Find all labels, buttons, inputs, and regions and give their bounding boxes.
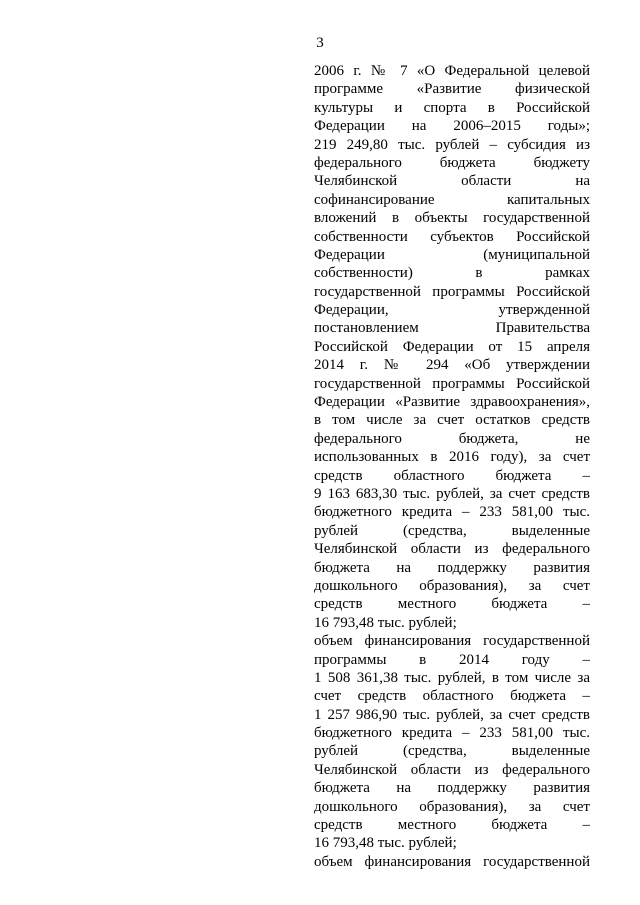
text-line: Челябинской области на	[314, 173, 590, 190]
text-line: 2014 г. № 294 «Об утверждении	[314, 357, 590, 374]
text-line: Челябинской области из федерального	[314, 541, 590, 558]
text-line: Федерации «Развитие здравоохранения»,	[314, 394, 590, 411]
text-line: бюджетного кредита – 233 581,00 тыс.	[314, 725, 590, 742]
text-line: средств областного бюджета –	[314, 467, 590, 484]
text-line: программы в 2014 году –	[314, 651, 590, 668]
text-line: дошкольного образования), за счет	[314, 798, 590, 815]
text-line: культуры и спорта в Российской	[314, 99, 590, 116]
text-line: федерального бюджета, не	[314, 430, 590, 447]
text-line: счет средств областного бюджета –	[314, 688, 590, 705]
text-line: вложений в объекты государственной	[314, 210, 590, 227]
text-line: в том числе за счет остатков средств	[314, 412, 590, 429]
text-line: бюджетного кредита – 233 581,00 тыс.	[314, 504, 590, 521]
text-line: средств местного бюджета –	[314, 817, 590, 834]
text-line: рублей (средства, выделенные	[314, 743, 590, 760]
text-line: 16 793,48 тыс. рублей;	[314, 835, 457, 852]
text-line: объем финансирования государственной	[314, 853, 590, 870]
text-line: софинансирование капитальных	[314, 191, 590, 208]
document-body-text	[314, 62, 590, 871]
text-line: рублей (средства, выделенные	[314, 522, 590, 539]
text-line: 219 249,80 тыс. рублей – субсидия из	[314, 136, 590, 153]
text-line: государственной программы Российской	[314, 375, 590, 392]
text-line: Челябинской области из федерального	[314, 761, 590, 778]
text-line: 1 508 361,38 тыс. рублей, в том числе за	[314, 669, 590, 686]
text-line: государственной программы Российской	[314, 283, 590, 300]
text-line: использованных в 2016 году), за счет	[314, 449, 590, 466]
text-line: программе «Развитие физической	[314, 81, 590, 98]
text-line: дошкольного образования), за счет	[314, 577, 590, 594]
text-line: бюджета на поддержку развития	[314, 559, 590, 576]
text-line: собственности) в рамках	[314, 265, 590, 282]
page-number: 3	[316, 35, 324, 51]
text-line: федерального бюджета бюджету	[314, 154, 590, 171]
text-line: средств местного бюджета –	[314, 596, 590, 613]
text-line: Российской Федерации от 15 апреля	[314, 338, 590, 355]
text-line: объем финансирования государственной	[314, 633, 590, 650]
text-line: собственности субъектов Российской	[314, 228, 590, 245]
text-line: 1 257 986,90 тыс. рублей, за счет средств	[314, 706, 590, 723]
text-line: Федерации на 2006–2015 годы»;	[314, 118, 590, 135]
text-line: постановлением Правительства	[314, 320, 590, 337]
text-line: 2006 г. № 7 «О Федеральной целевой	[314, 63, 590, 79]
text-line: бюджета на поддержку развития	[314, 780, 590, 797]
text-line: 9 163 683,30 тыс. рублей, за счет средств	[314, 485, 590, 502]
text-line: Федерации (муниципальной	[314, 246, 590, 263]
text-line: Федерации, утвержденной	[314, 302, 590, 319]
text-line: 16 793,48 тыс. рублей;	[314, 614, 457, 631]
